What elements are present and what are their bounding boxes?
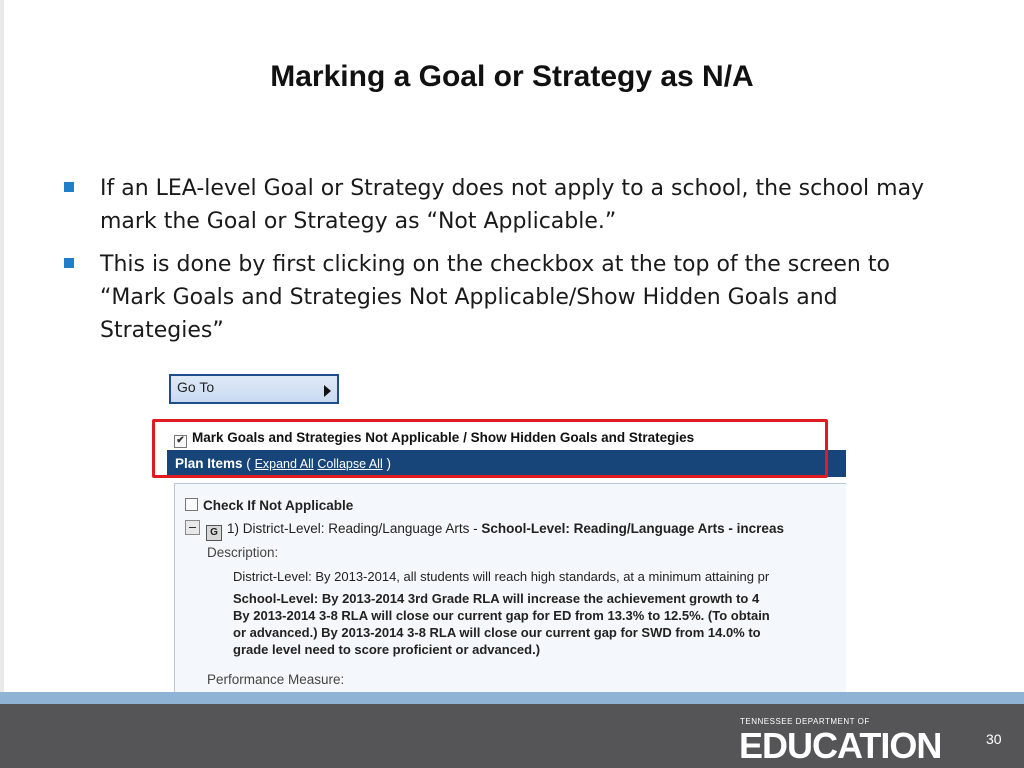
square-bullet-icon: [64, 182, 74, 192]
mark-not-applicable-checkbox[interactable]: ✔: [174, 435, 187, 448]
district-description: District-Level: By 2013-2014, all students will reach high standards, at a minimum attaining pr: [233, 569, 770, 584]
goto-label: Go To: [177, 379, 215, 395]
square-bullet-icon: [64, 258, 74, 268]
paren-open: (: [246, 456, 251, 471]
page-number: 30: [986, 731, 1002, 747]
collapse-icon[interactable]: [185, 520, 200, 535]
check-not-applicable-checkbox[interactable]: [185, 498, 198, 511]
footer-stripe: [0, 692, 1024, 704]
paren-close: ): [386, 456, 391, 471]
goal-badge: G: [206, 525, 222, 541]
collapse-all-link[interactable]: Collapse All: [317, 457, 383, 471]
goal-prefix: 1) District-Level: Reading/Language Arts -: [227, 521, 482, 536]
school-description-line: By 2013-2014 3-8 RLA will close our current gap for ED from 13.3% to 12.5%. (To obtain: [233, 608, 770, 623]
check-na-row: [185, 498, 353, 513]
red-highlight-box: [152, 419, 828, 478]
check-na-label: Check If Not Applicable: [203, 498, 354, 513]
goto-dropdown[interactable]: [169, 374, 339, 404]
education-logo: EDUCATION: [739, 725, 942, 766]
slide-title: Marking a Goal or Strategy as N/A: [270, 60, 754, 93]
embedded-screenshot: [150, 370, 846, 692]
caret-right-icon: [324, 385, 331, 397]
bullet-text: This is done by first clicking on the checkbox at the top of the screen to “Mark Goals and Strategies Not Applicable/Show Hidden Goals and Strategies”: [100, 252, 890, 343]
bullet-item: [62, 248, 962, 347]
school-description-line: grade level need to score proficient or advanced.): [233, 642, 541, 657]
school-description-line: or advanced.) By 2013-2014 3-8 RLA will close our current gap for SWD from 14.0% to: [233, 625, 761, 640]
expand-all-link[interactable]: Expand All: [254, 457, 314, 471]
goal-school-level: School-Level: Reading/Language Arts - increas: [481, 521, 784, 536]
slide-left-edge: [0, 0, 4, 692]
bullet-text: If an LEA-level Goal or Strategy does not apply to a school, the school may mark the Goal or Strategy as “Not Applicable.”: [100, 176, 925, 234]
description-label: Description:: [207, 545, 279, 560]
plan-item-panel: [174, 483, 846, 692]
bullet-item: [62, 172, 962, 238]
plan-items-label: Plan Items: [175, 456, 243, 471]
school-description-line: School-Level: By 2013-2014 3rd Grade RLA will increase the achievement growth to 4: [233, 591, 760, 606]
performance-measure-label: Performance Measure:: [207, 672, 345, 687]
dept-label: TENNESSEE DEPARTMENT OF: [740, 717, 870, 726]
bullet-list: [62, 172, 962, 357]
mark-not-applicable-label: Mark Goals and Strategies Not Applicable / Show Hidden Goals and Strategies: [192, 430, 695, 445]
goal-row: [185, 520, 784, 541]
